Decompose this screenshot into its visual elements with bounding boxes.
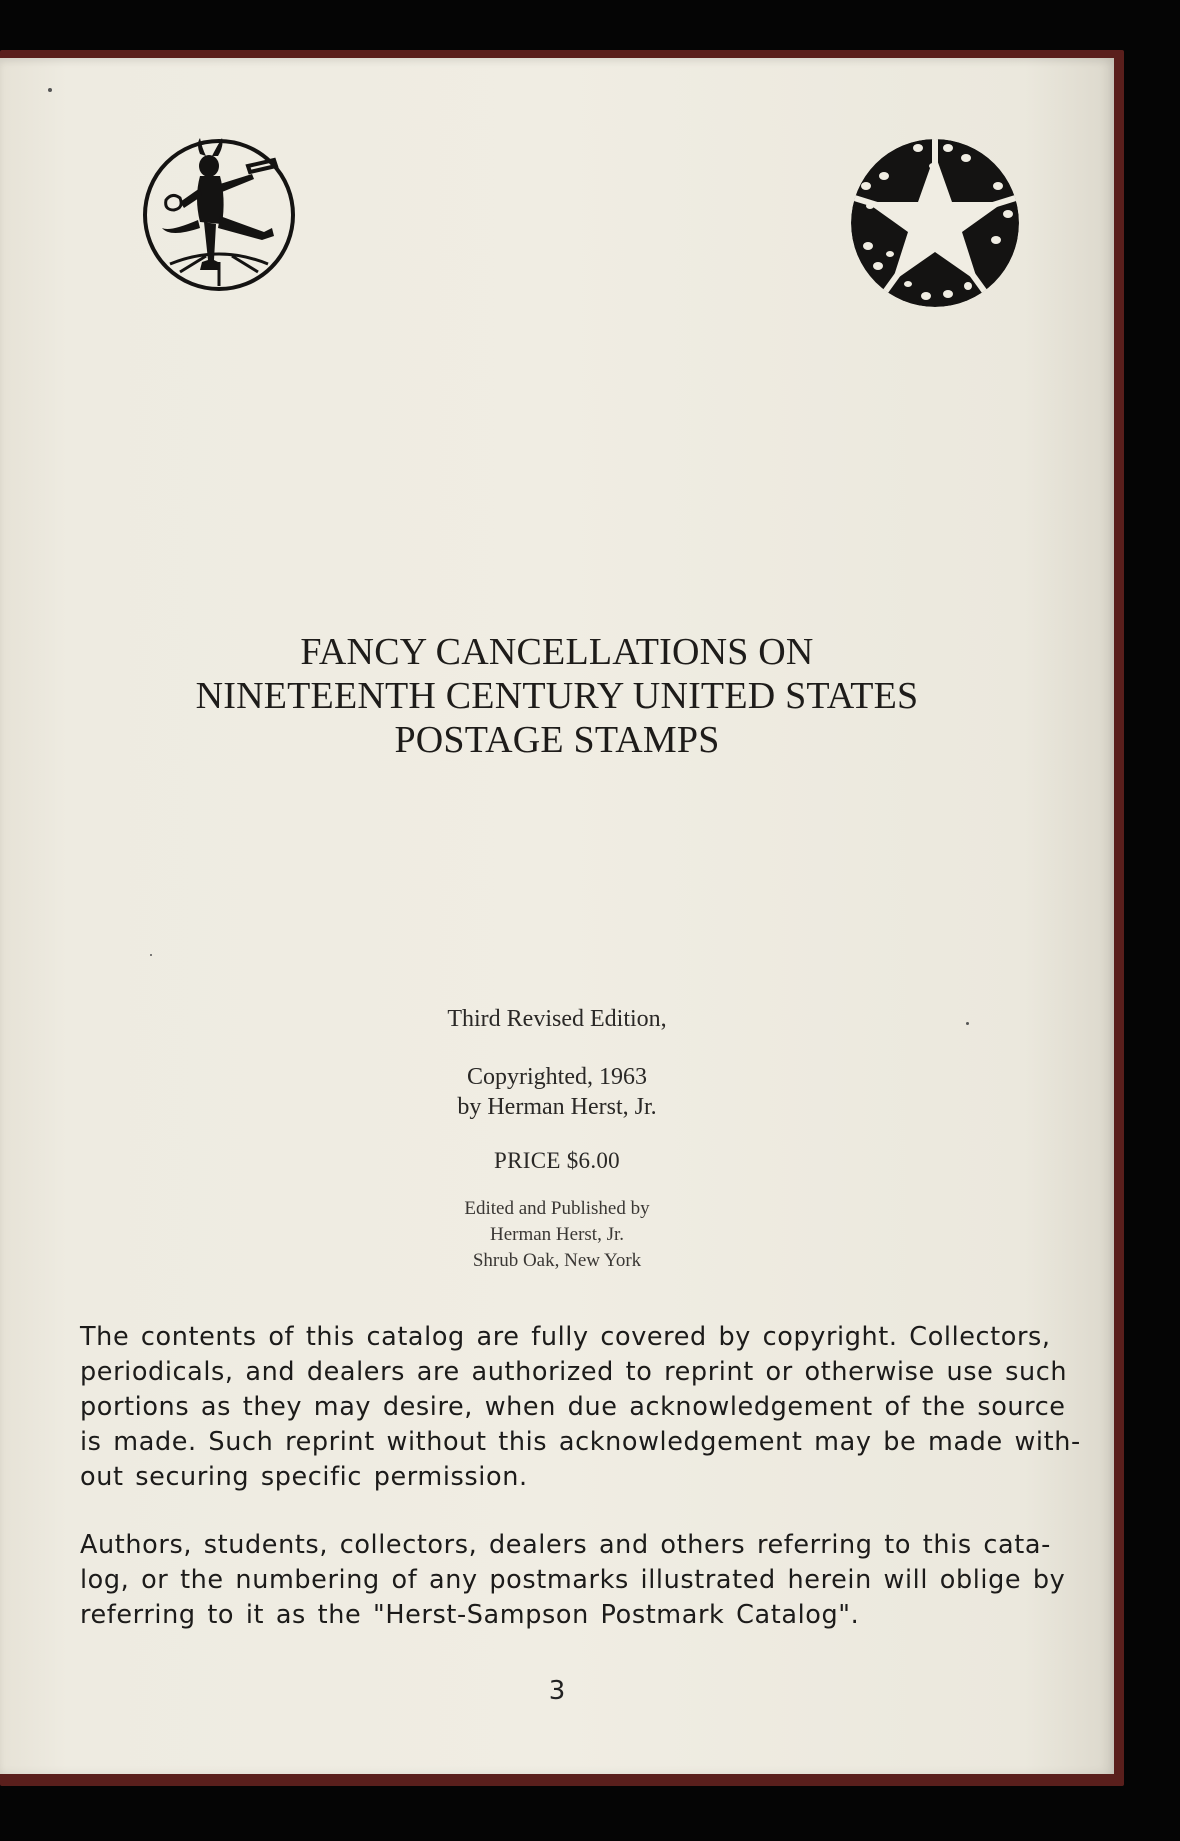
title-line: FANCY CANCELLATIONS ON bbox=[300, 631, 814, 673]
copyright-holder: by Herman Herst, Jr. bbox=[457, 1094, 657, 1120]
price-label: PRICE $6.00 bbox=[494, 1148, 620, 1173]
paragraph-line: log, or the numbering of any postmarks illustrated herein will oblige by bbox=[80, 1565, 1066, 1595]
copyright-paragraph bbox=[80, 1320, 1081, 1495]
devil-cancellation-icon bbox=[140, 136, 298, 294]
star-cancellation-icon bbox=[848, 136, 1022, 310]
copyright-notice bbox=[0, 1062, 1114, 1122]
copyright-year: Copyrighted, 1963 bbox=[467, 1064, 647, 1090]
publisher-info bbox=[0, 1196, 1114, 1274]
paper-speck bbox=[966, 1022, 969, 1025]
citation-paragraph bbox=[80, 1528, 1066, 1633]
publisher-line: Edited and Published by bbox=[464, 1198, 650, 1219]
publisher-line: Shrub Oak, New York bbox=[472, 1250, 642, 1271]
edition-label: Third Revised Edition, bbox=[447, 1006, 667, 1032]
title-line: POSTAGE STAMPS bbox=[394, 719, 720, 761]
paragraph-line: is made. Such reprint without this acknowledgement may be made with- bbox=[80, 1427, 1081, 1457]
paragraph-line: out securing specific permission. bbox=[80, 1462, 528, 1492]
edition-info bbox=[0, 1004, 1114, 1274]
paragraph-line: referring to it as the "Herst-Sampson Postmark Catalog". bbox=[80, 1600, 860, 1630]
title-line: NINETEENTH CENTURY UNITED STATES bbox=[195, 675, 919, 717]
paper-speck bbox=[48, 88, 52, 92]
title-page bbox=[0, 58, 1114, 1774]
paragraph-line: The contents of this catalog are fully covered by copyright. Collectors, bbox=[80, 1322, 1051, 1352]
paragraph-line: Authors, students, collectors, dealers and others referring to this cata- bbox=[80, 1530, 1051, 1560]
book-title bbox=[0, 630, 1114, 762]
publisher-line: Herman Herst, Jr. bbox=[489, 1224, 625, 1245]
paragraph-line: portions as they may desire, when due acknowledgement of the source bbox=[80, 1392, 1066, 1422]
paragraph-line: periodicals, and dealers are authorized to reprint or otherwise use such bbox=[80, 1357, 1068, 1387]
paper-speck bbox=[150, 954, 152, 956]
page-number: 3 bbox=[548, 1676, 566, 1706]
